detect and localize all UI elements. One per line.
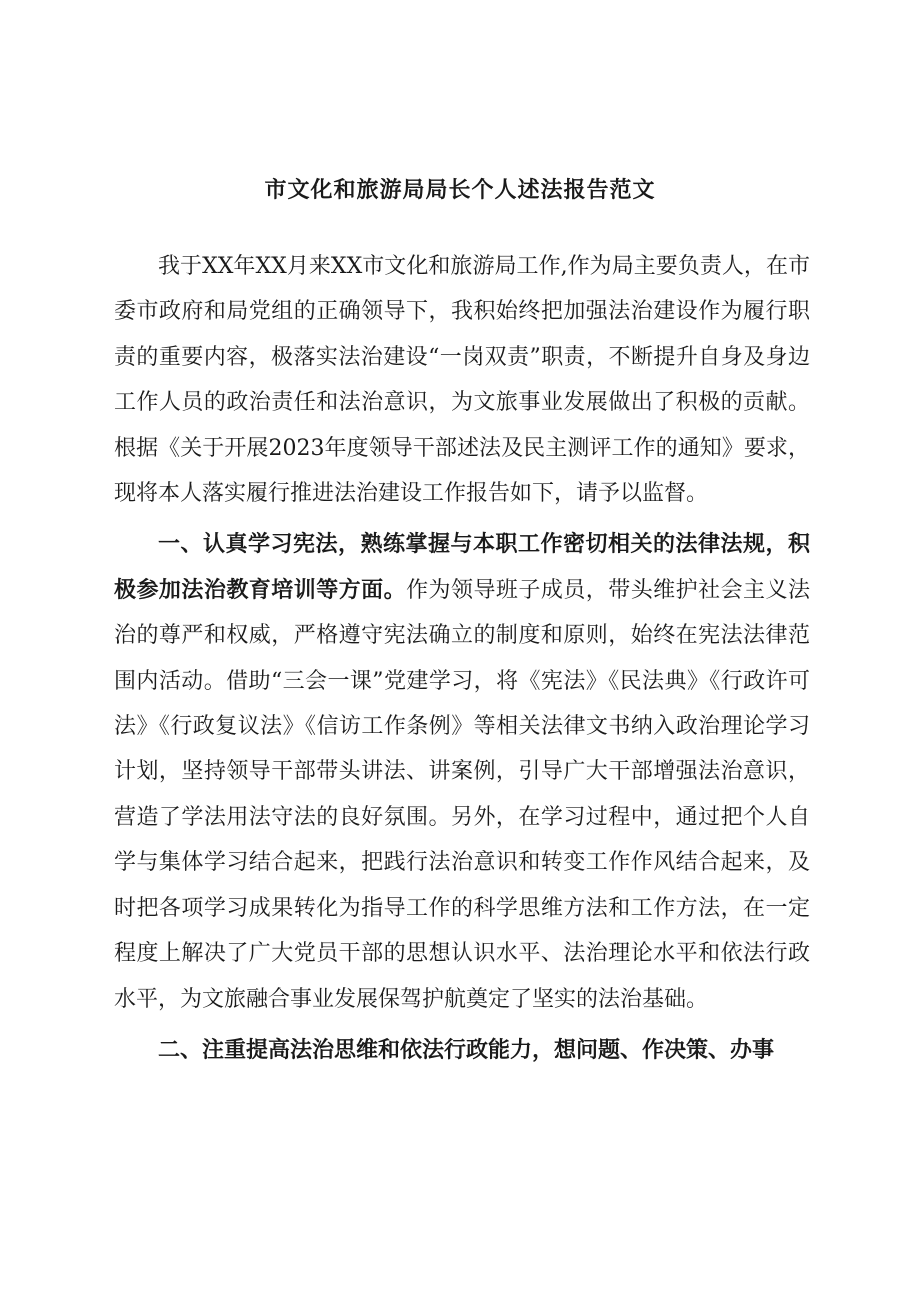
section-one-heading: 一、认真学习宪法，熟练掌握与本职工作密切相关的法律法规，积极参加法治教育培训等方面。	[114, 531, 810, 603]
section-one-paragraph	[114, 522, 810, 1021]
section-two-heading: 二、注重提高法治思维和依法行政能力，想问题、作决策、办事	[158, 1036, 775, 1063]
document-body	[114, 244, 810, 1073]
intro-paragraph: 我于XX年XX月来XX市文化和旅游局工作,作为局主要负责人，在市委市政府和局党组的正确领导下，我积始终把加强法治建设作为履行职责的重要内容，极落实法治建设“一岗双责”职责，不断提升自身及身边工作人员的政治责任和法治意识，为文旅事业发展做出了积极的贡献。根据《关于开展2023年度领导干部述法及民主测评工作的通知》要求，现将本人落实履行推进法治建设工作报告如下，请予以监督。	[114, 254, 810, 507]
section-one-body: 作为领导班子成员，带头维护社会主义法治的尊严和权威，严格遵守宪法确立的制度和原则，始终在宪法法律范围内活动。借助“三会一课”党建学习，将《宪法》《民法典》《行政许可法》《行政复议法》《信访工作条例》等相关法律文书纳入政治理论学习计划，坚持领导干部带头讲法、讲案例，引导广大干部增强法治意识，营造了学法用法守法的良好氛围。另外，在学习过程中，通过把个人自学与集体学习结合起来，把践行法治意识和转变工作作风结合起来，及时把各项学习成果转化为指导工作的科学思维方法和工作方法，在一定程度上解决了广大党员干部的思想认识水平、法治理论水平和依法行政水平，为文旅融合事业发展保驾护航奠定了坚实的法治基础。	[114, 577, 810, 1012]
section-two-paragraph	[114, 1028, 810, 1073]
document-title: 市文化和旅游局局长个人述法报告范文	[264, 177, 656, 203]
